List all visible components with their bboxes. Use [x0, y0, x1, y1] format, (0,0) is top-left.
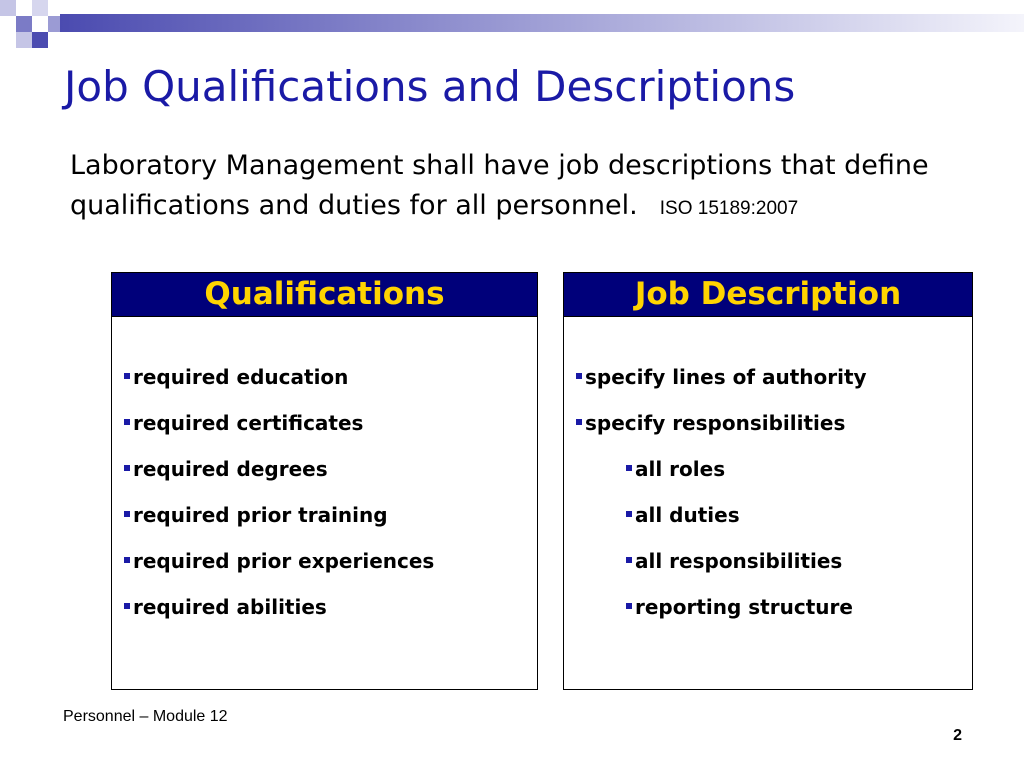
slide-title: Job Qualifications and Descriptions	[64, 62, 796, 111]
bullet-icon	[124, 465, 130, 471]
bullet-icon	[124, 511, 130, 517]
bullet-icon	[626, 557, 632, 563]
list-item	[124, 595, 537, 641]
list-item-text: all duties	[635, 503, 740, 527]
job-description-list	[564, 317, 972, 641]
bullet-icon	[576, 373, 582, 379]
intro-text: Laboratory Management shall have job descriptions that define qualifications and duties for all personnel.	[70, 150, 929, 221]
list-item	[576, 365, 972, 411]
list-item-text: specify lines of authority	[585, 365, 867, 389]
sub-list-item	[576, 595, 972, 641]
qualifications-list	[112, 317, 537, 641]
list-item-text: required education	[133, 365, 349, 389]
list-item	[124, 365, 537, 411]
bullet-icon	[626, 511, 632, 517]
list-item-text: all responsibilities	[635, 549, 843, 573]
list-item-text: specify responsibilities	[585, 411, 846, 435]
bullet-icon	[124, 603, 130, 609]
qualifications-heading: Qualifications	[112, 273, 537, 317]
bullet-icon	[626, 603, 632, 609]
list-item	[124, 549, 537, 595]
list-item-text: required certificates	[133, 411, 364, 435]
list-item-text: required prior experiences	[133, 549, 435, 573]
iso-citation: ISO 15189:2007	[659, 198, 799, 219]
bullet-icon	[626, 465, 632, 471]
list-item-text: all roles	[635, 457, 726, 481]
list-item-text: required abilities	[133, 595, 327, 619]
list-item	[576, 411, 972, 457]
list-item-text: reporting structure	[635, 595, 853, 619]
sub-list-item	[576, 457, 972, 503]
header-decoration	[0, 0, 1024, 70]
bullet-icon	[124, 373, 130, 379]
list-item	[124, 457, 537, 503]
intro-paragraph	[70, 146, 970, 229]
sub-list-item	[576, 549, 972, 595]
bullet-icon	[576, 419, 582, 425]
bullet-icon	[124, 557, 130, 563]
sub-list-item	[576, 503, 972, 549]
footer-text: Personnel – Module 12	[63, 708, 228, 725]
page-number: 2	[953, 727, 962, 744]
qualifications-panel	[111, 272, 538, 690]
list-item-text: required prior training	[133, 503, 388, 527]
job-description-panel	[563, 272, 973, 690]
list-item-text: required degrees	[133, 457, 328, 481]
list-item	[124, 411, 537, 457]
list-item	[124, 503, 537, 549]
bullet-icon	[124, 419, 130, 425]
job-description-heading: Job Description	[564, 273, 972, 317]
